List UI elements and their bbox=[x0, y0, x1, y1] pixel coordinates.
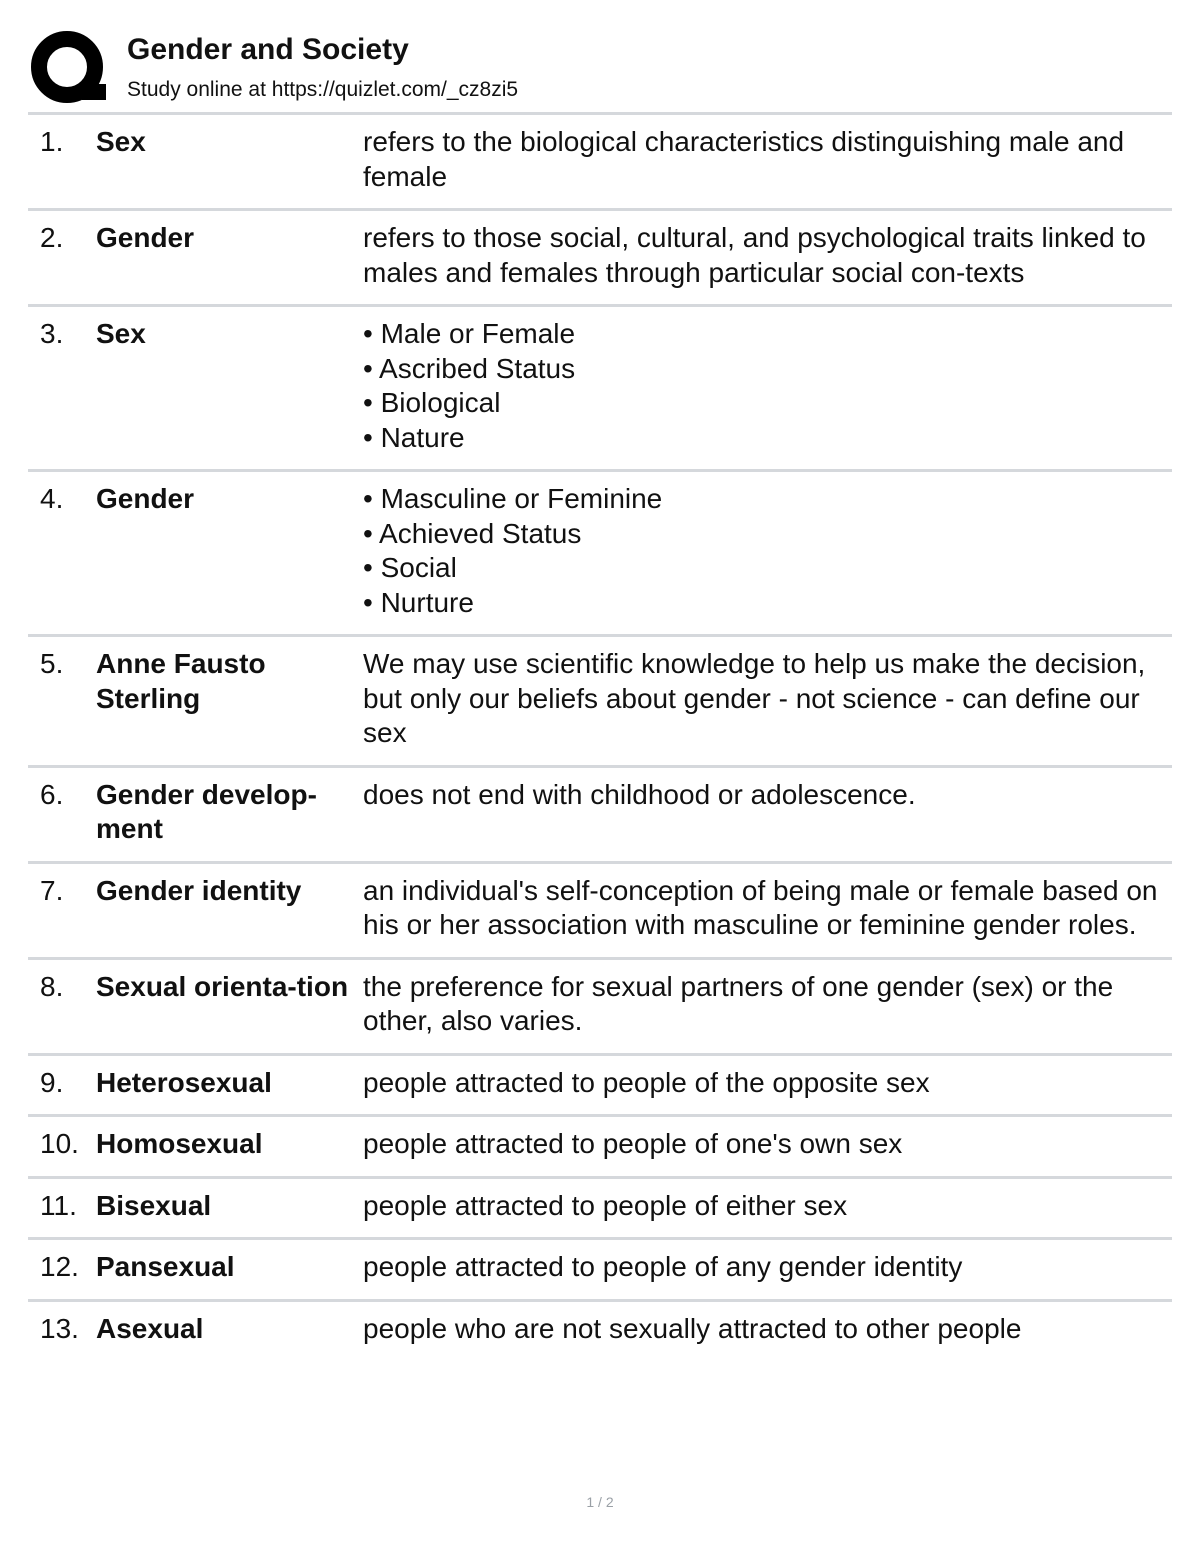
definition-line: people attracted to people of the opposite sex bbox=[363, 1066, 930, 1098]
definition-line: people who are not sexually attracted to other people bbox=[363, 1312, 1022, 1344]
card-number: 1. bbox=[40, 126, 64, 157]
flashcard-row bbox=[28, 211, 1172, 307]
flashcard-row bbox=[28, 1056, 1172, 1118]
card-term: Gender bbox=[96, 222, 195, 253]
card-term: Gender develop-ment bbox=[96, 778, 317, 844]
card-number: 4. bbox=[40, 483, 64, 514]
flashcard-row bbox=[28, 115, 1172, 211]
card-term: Sexual orienta-tion bbox=[96, 970, 349, 1002]
card-definition bbox=[363, 1250, 1172, 1285]
card-definition bbox=[363, 1066, 1172, 1101]
flashcard-list bbox=[28, 115, 1172, 1360]
page-title: Gender and Society bbox=[127, 33, 409, 66]
definition-line: • Nature bbox=[363, 421, 465, 453]
definition-line: We may use scientific knowledge to help us make the decision, but only our beliefs about gender - not science - can define our sex bbox=[363, 648, 1146, 748]
card-number: 5. bbox=[40, 648, 64, 679]
flashcard-row bbox=[28, 768, 1172, 864]
card-definition bbox=[363, 970, 1172, 1039]
card-term: Heterosexual bbox=[96, 1066, 272, 1098]
card-number: 3. bbox=[40, 318, 64, 349]
card-definition bbox=[363, 1189, 1172, 1224]
definition-line: • Ascribed Status bbox=[363, 352, 576, 384]
definition-line: people attracted to people of either sex bbox=[363, 1189, 848, 1221]
definition-line: • Male or Female bbox=[363, 318, 576, 349]
definition-line: • Social bbox=[363, 552, 457, 583]
study-online-link[interactable]: Study online at https://quizlet.com/_cz8zi5 bbox=[127, 78, 519, 101]
definition-line: people attracted to people of one's own sex bbox=[363, 1128, 903, 1159]
flashcard-row bbox=[28, 1302, 1172, 1361]
card-term: Sex bbox=[96, 126, 146, 157]
card-definition bbox=[363, 221, 1172, 290]
page-number: 1 / 2 bbox=[586, 1494, 614, 1510]
page-header bbox=[28, 26, 1172, 112]
card-definition bbox=[363, 317, 1172, 455]
card-term: Homosexual bbox=[96, 1128, 263, 1159]
definition-line: refers to those social, cultural, and psychological traits linked to males and females through particular social con-texts bbox=[363, 222, 1146, 288]
flashcard-row bbox=[28, 1117, 1172, 1179]
definition-line: • Masculine or Feminine bbox=[363, 483, 663, 514]
card-number: 13. bbox=[40, 1312, 79, 1344]
definition-line: an individual's self-conception of being male or female based on his or her association with masculine or feminine gender roles. bbox=[363, 874, 1158, 940]
definition-line: • Nurture bbox=[363, 586, 474, 618]
definition-line: • Biological bbox=[363, 387, 501, 418]
card-number: 9. bbox=[40, 1066, 64, 1098]
flashcard-row bbox=[28, 1240, 1172, 1302]
definition-line: refers to the biological characteristics distinguishing male and female bbox=[363, 126, 1125, 192]
card-term: Asexual bbox=[96, 1312, 204, 1344]
quizlet-logo-icon bbox=[30, 30, 106, 106]
flashcard-row bbox=[28, 307, 1172, 472]
definition-line: • Achieved Status bbox=[363, 517, 582, 549]
card-number: 12. bbox=[40, 1251, 79, 1282]
card-definition bbox=[363, 125, 1172, 194]
definition-line: the preference for sexual partners of one gender (sex) or the other, also varies. bbox=[363, 970, 1114, 1036]
card-term: Anne Fausto Sterling bbox=[96, 648, 266, 714]
flashcard-row bbox=[28, 637, 1172, 768]
card-number: 7. bbox=[40, 874, 64, 906]
flashcard-row bbox=[28, 864, 1172, 960]
card-number: 2. bbox=[40, 222, 64, 253]
flashcard-row bbox=[28, 960, 1172, 1056]
card-term: Sex bbox=[96, 318, 146, 349]
card-definition bbox=[363, 1127, 1172, 1162]
card-term: Bisexual bbox=[96, 1189, 212, 1221]
card-term: Gender identity bbox=[96, 874, 302, 906]
card-term: Gender bbox=[96, 483, 195, 514]
card-number: 11. bbox=[40, 1189, 77, 1221]
card-definition bbox=[363, 778, 1172, 847]
card-term: Pansexual bbox=[96, 1251, 235, 1282]
card-definition bbox=[363, 874, 1172, 943]
flashcard-row bbox=[28, 1179, 1172, 1241]
definition-line: people attracted to people of any gender identity bbox=[363, 1251, 963, 1282]
flashcard-row bbox=[28, 472, 1172, 637]
card-number: 8. bbox=[40, 970, 64, 1002]
card-definition bbox=[363, 647, 1172, 751]
card-number: 6. bbox=[40, 778, 64, 810]
card-number: 10. bbox=[40, 1128, 79, 1159]
card-definition bbox=[363, 482, 1172, 620]
card-definition bbox=[363, 1312, 1172, 1347]
definition-line: does not end with childhood or adolescence. bbox=[363, 778, 916, 810]
